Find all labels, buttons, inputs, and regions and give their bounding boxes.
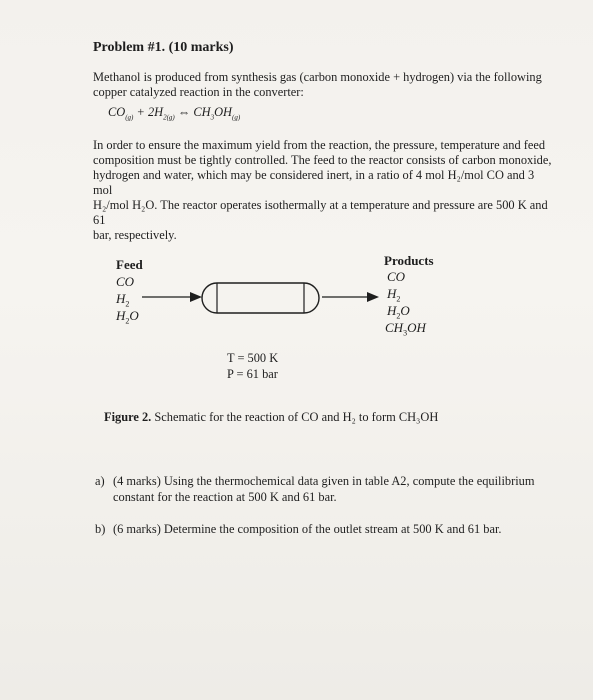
eq-meoh-phase: (g) xyxy=(231,113,241,122)
caption-text: Schematic for the reaction of CO and H₂ to form CH₃OH xyxy=(151,410,439,424)
product-h2o: $H_2O$ xyxy=(387,303,410,321)
temperature-label: T = 500 K xyxy=(227,351,279,365)
reactor-vessel xyxy=(202,283,319,313)
product-arrow-head xyxy=(367,292,379,302)
operating-conditions xyxy=(227,350,278,382)
eq-co-phase: (g) xyxy=(125,113,134,122)
products-label: Products xyxy=(384,253,434,268)
para2-line-1: In order to ensure the maximum yield from the reaction, the pressure, temperature and feed xyxy=(93,138,546,152)
para2-line-5: bar, respectively. xyxy=(93,228,177,242)
eq-oh: OH xyxy=(214,105,232,119)
feed-co: CO xyxy=(116,274,135,289)
intro-line-2: copper catalyzed reaction in the converter: xyxy=(93,85,304,99)
question-a-line-2: constant for the reaction at 500 K and 61 bar. xyxy=(113,490,337,504)
product-h2: $H_2$ xyxy=(387,286,401,304)
caption-number: Figure 2. xyxy=(104,410,152,424)
feed-label: Feed xyxy=(116,257,143,272)
question-a-line-1: (4 marks) Using the thermochemical data given in table A2, compute the equilibrium xyxy=(113,474,535,488)
eq-h2-phase: 2(g) xyxy=(163,113,175,122)
para2-line-2: composition must be tightly controlled. The feed to the reactor consists of carbon monoxide, xyxy=(93,153,552,167)
problem-title: Problem #1. (10 marks) xyxy=(93,40,234,55)
eq-co: CO xyxy=(108,105,126,119)
question-b-prefix: b) xyxy=(95,522,106,536)
intro-line-1: Methanol is produced from synthesis gas (carbon monoxide + hydrogen) via the following xyxy=(93,70,542,84)
pressure-label: P = 61 bar xyxy=(227,367,278,381)
eq-ch-sub: 3 xyxy=(210,113,215,122)
product-ch3oh: $CH_3OH$ xyxy=(385,320,426,338)
para2-line-4: H₂/mol H₂O. The reactor operates isothermally at a temperature and pressure are 500 K and 61 xyxy=(93,198,548,227)
figure-caption xyxy=(104,410,438,425)
question-a xyxy=(95,473,565,505)
eq-arrow: ⇔ xyxy=(174,105,194,119)
eq-plus-h2: + 2H xyxy=(133,105,164,119)
feed-arrow-head xyxy=(190,292,202,302)
eq-ch: CH xyxy=(193,105,211,119)
feed-h2: $H_2$ xyxy=(116,291,130,309)
feed-h2o: $H_2O$ xyxy=(116,308,139,326)
para2-line-3: hydrogen and water, which may be considered inert, in a ratio of 4 mol H₂/mol CO and 3 mol xyxy=(93,168,535,197)
question-b-line-1: (6 marks) Determine the composition of the outlet stream at 500 K and 61 bar. xyxy=(113,522,502,536)
question-a-prefix: a) xyxy=(95,474,105,488)
product-co: CO xyxy=(387,269,406,284)
question-b xyxy=(95,521,565,537)
